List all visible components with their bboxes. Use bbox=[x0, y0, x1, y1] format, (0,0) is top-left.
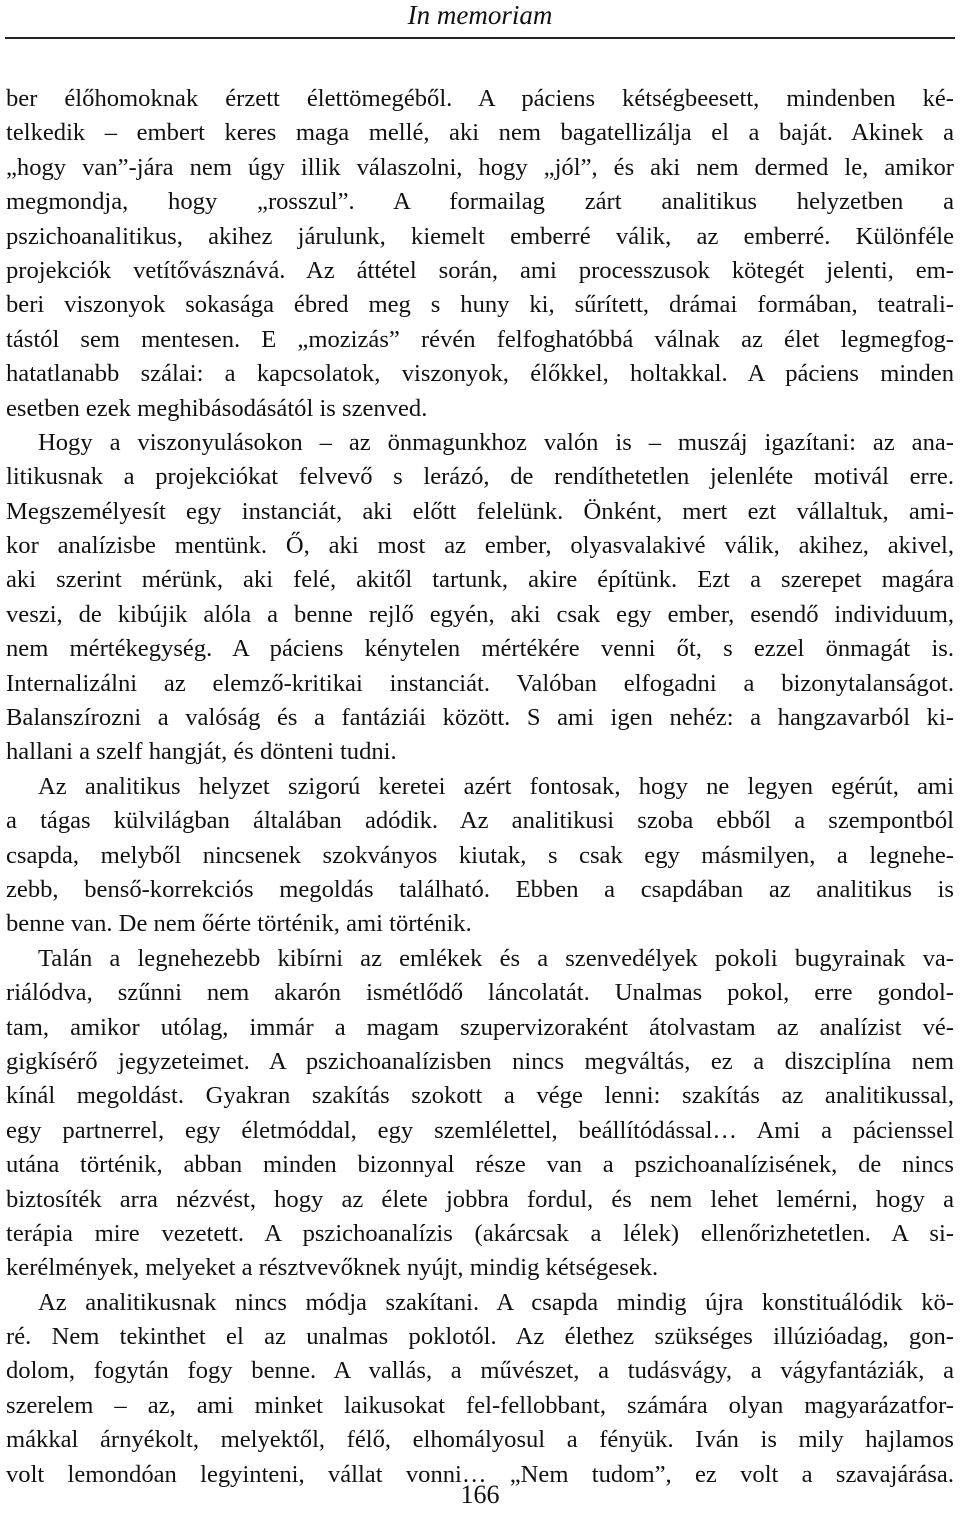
running-header: In memoriam bbox=[407, 0, 553, 30]
text-line: ré. Nem tekinthet el az unalmas poklotól. Az élethez szükséges illúzióadag, gon- bbox=[6, 1323, 954, 1351]
text-line: mákkal árnyékolt, melyektől, félő, elhomályosul a fényük. Iván is mily hajlamos bbox=[6, 1426, 954, 1454]
text-line: gigkísérő jegyzeteimet. A pszichoanalízisben nincs megváltás, ez a diszciplína nem bbox=[6, 1047, 954, 1075]
text-line: terápia mire vezetett. A pszichoanalízis (akárcsak a lélek) ellenőrizhetetlen. A si- bbox=[6, 1219, 954, 1247]
text-line: beri viszonyok sokasága ébred meg s huny ki, sűrített, drámai formában, teatrali- bbox=[6, 291, 954, 319]
text-line: szerelem – az, ami minket laikusokat fel-fellobbant, számára olyan magyarázatfor- bbox=[6, 1391, 954, 1419]
text-line: Hogy a viszonyulásokon – az önmagunkhoz valón is – muszáj igazítani: az ana- bbox=[38, 428, 954, 456]
text-line: kor analízisbe mentünk. Ő, aki most az ember, olyasvalakivé válik, akihez, akivel, bbox=[6, 532, 954, 560]
text-line: csapda, melyből nincsenek szokványos kiutak, s csak egy másmilyen, a legnehe- bbox=[6, 841, 954, 869]
text-line: zebb, benső-korrekciós megoldás található. Ebben a csapdában az analitikus is bbox=[6, 875, 954, 903]
text-line: ber élőhomoknak érzett élettömegéből. A páciens kétségbeesett, mindenben ké- bbox=[6, 85, 954, 112]
text-line: Az analitikusnak nincs módja szakítani. A csapda mindig újra konstituálódik kö- bbox=[38, 1288, 954, 1316]
text-line: veszi, de kibújik alóla a benne rejlő egyén, aki csak egy ember, esendő individuum, bbox=[6, 600, 954, 628]
text-line: a tágas külvilágban általában adódik. Az analitikusi szoba ebből a szempontból bbox=[6, 807, 954, 835]
text-line: hatatlanabb szálai: a kapcsolatok, viszonyok, élőkkel, holtakkal. A páciens minden bbox=[6, 360, 954, 388]
body-text bbox=[6, 82, 954, 1492]
text-line: tam, amikor utólag, immár a magam szupervizoraként átolvastam az analízist vé- bbox=[6, 1013, 954, 1041]
text-line: egy partnerrel, egy életmóddal, egy szemlélettel, beállítódással… Ami a pácienssel bbox=[6, 1116, 954, 1144]
text-line: projekciók vetítővásznává. Az áttétel során, ami processzusok kötegét jelenti, em- bbox=[6, 256, 954, 284]
text-line: Balanszírozni a valóság és a fantáziái között. S ami igen nehéz: a hangzavarból ki- bbox=[6, 704, 954, 732]
text-line: aki szerint mérünk, aki felé, akitől tartunk, akire építünk. Ezt a szerepet magára bbox=[6, 566, 954, 594]
text-line: utána történik, abban minden bizonnyal része van a pszichoanalízisének, de nincs bbox=[6, 1151, 954, 1179]
text-line: kerélmények, melyeket a résztvevőknek nyújt, mindig kétségesek. bbox=[6, 1254, 659, 1282]
text-line: esetben ezek meghibásodásától is szenved. bbox=[6, 394, 428, 422]
text-line: benne van. De nem őérte történik, ami történik. bbox=[6, 910, 472, 938]
text-line: Internalizálni az elemző-kritikai instanciát. Valóban elfogadni a bizonytalanságot. bbox=[6, 669, 954, 697]
text-line: Talán a legnehezebb kibírni az emlékek és a szenvedélyek pokoli bugyrainak va- bbox=[38, 944, 954, 972]
text-line: volt lemondóan legyinteni, vállat vonni… „Nem tudom”, ez volt a szavajárása. bbox=[6, 1460, 954, 1488]
text-line: „hogy van”-jára nem úgy illik válaszolni, hogy „jól”, és aki nem dermed le, amikor bbox=[6, 153, 954, 181]
text-line: tástól sem mentesen. E „mozizás” révén felfoghatóbbá válnak az élet legmegfog- bbox=[6, 325, 954, 353]
text-line: dolom, fogytán fogy benne. A vallás, a művészet, a tudásvágy, a vágyfantáziák, a bbox=[6, 1357, 954, 1385]
text-line: megmondja, hogy „rosszul”. A formailag zárt analitikus helyzetben a bbox=[6, 188, 954, 216]
text-line: riálódva, szűnni nem akarón ismétlődő láncolatát. Unalmas pokol, erre gondol- bbox=[6, 979, 954, 1007]
text-line: hallani a szelf hangját, és dönteni tudni. bbox=[6, 738, 397, 766]
text-line: Megszemélyesít egy instanciát, aki előtt felelünk. Önként, mert ezt vállaltuk, ami- bbox=[6, 497, 954, 525]
text-line: pszichoanalitikus, akihez járulunk, kiemelt emberré válik, az emberré. Különféle bbox=[6, 222, 954, 250]
header-rule bbox=[5, 37, 955, 39]
text-line: kínál megoldást. Gyakran szakítás szokott a vége lenni: szakítás az analitikussal, bbox=[6, 1082, 954, 1110]
text-line: biztosíték arra nézvést, hogy az élete jobbra fordul, és nem lehet lemérni, hogy a bbox=[6, 1185, 954, 1213]
text-line: litikusnak a projekciókat felvevő s lerázó, de rendíthetetlen jelenléte motivál erre. bbox=[6, 463, 954, 491]
text-line: Az analitikus helyzet szigorú keretei azért fontosak, hogy ne legyen egérút, ami bbox=[38, 772, 954, 800]
text-line: nem mértékegység. A páciens kénytelen mértékére venni őt, s ezzel önmagát is. bbox=[6, 635, 954, 663]
text-line: telkedik – embert keres maga mellé, aki nem bagatellizálja el a baját. Akinek a bbox=[6, 119, 954, 147]
page-number: 166 bbox=[460, 1480, 500, 1509]
